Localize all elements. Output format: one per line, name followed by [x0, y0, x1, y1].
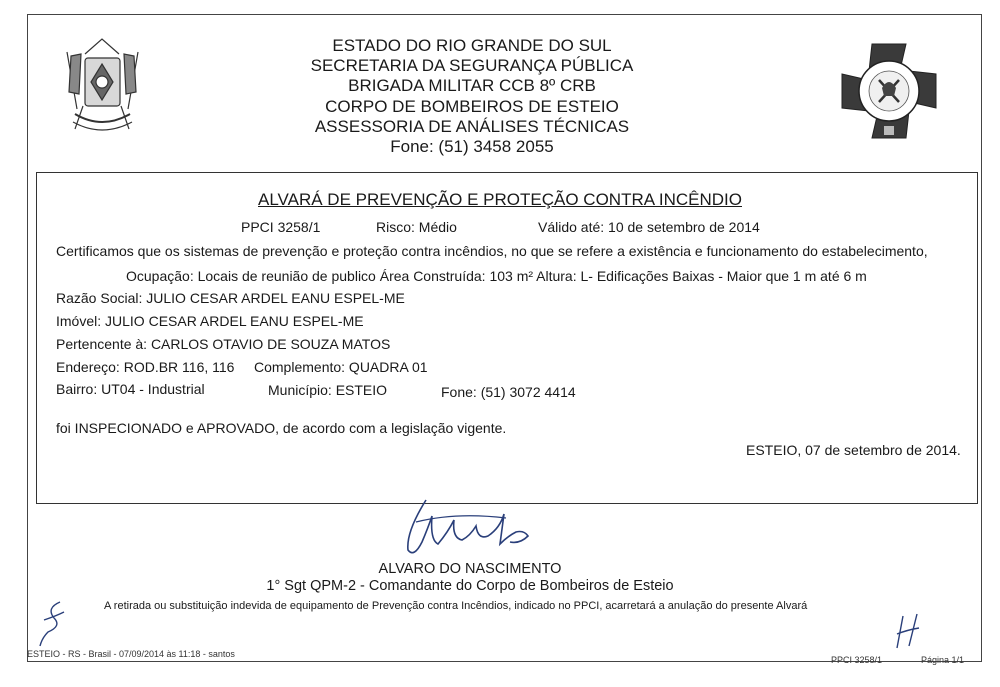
- certification-statement: Certificamos que os sistemas de prevenção e proteção contra incêndios, no que se refere a existência e funcionamento do estabelecimento,: [56, 243, 928, 259]
- risk-level: Risco: Médio: [376, 219, 457, 235]
- header-line-fire-department: CORPO DE BOMBEIROS DE ESTEIO: [325, 96, 619, 116]
- certificate-title: ALVARÁ DE PREVENÇÃO E PROTEÇÃO CONTRA INCÊNDIO: [258, 190, 742, 209]
- occupancy-details: Ocupação: Locais de reunião de publico Área Construída: 103 m² Altura: L- Edificações Baixas - Maior que 1 m até 6 m: [126, 268, 867, 284]
- signatory-name: ALVARO DO NASCIMENTO: [378, 561, 562, 577]
- margin-initials-right: [893, 612, 923, 652]
- footer-origin: ESTEIO - RS - Brasil - 07/09/2014 às 11:18 - santos: [27, 649, 235, 659]
- signatory-role: 1° Sgt QPM-2 - Comandante do Corpo de Bombeiros de Esteio: [266, 578, 674, 594]
- address: Endereço: ROD.BR 116, 116: [56, 359, 235, 375]
- valid-until: Válido até: 10 de setembro de 2014: [538, 219, 760, 235]
- place-and-date: ESTEIO, 07 de setembro de 2014.: [746, 442, 961, 458]
- legal-warning: A retirada ou substituição indevida de equipamento de Prevenção contra Incêndios, indicado no PPCI, acarretará a anulação do presente Alvará: [104, 600, 808, 612]
- address-complement: Complemento: QUADRA 01: [254, 359, 428, 375]
- margin-initials-left: [36, 598, 70, 648]
- header-line-military-brigade: BRIGADA MILITAR CCB 8º CRB: [348, 76, 596, 96]
- phone: Fone: (51) 3072 4414: [441, 384, 576, 400]
- property-name: Imóvel: JULIO CESAR ARDEL EANU ESPEL-ME: [56, 313, 364, 329]
- district: Bairro: UT04 - Industrial: [56, 381, 205, 397]
- header-line-state: ESTADO DO RIO GRANDE DO SUL: [332, 36, 612, 55]
- header-line-phone: Fone: (51) 3458 2055: [390, 137, 554, 157]
- footer-page-number: Página 1/1: [921, 655, 965, 665]
- approval-statement: foi INSPECIONADO e APROVADO, de acordo com a legislação vigente.: [56, 420, 507, 436]
- property-owner: Pertencente à: CARLOS OTAVIO DE SOUZA MATOS: [56, 336, 391, 352]
- ppci-number: PPCI 3258/1: [241, 219, 321, 235]
- footer-ppci: PPCI 3258/1: [831, 655, 883, 665]
- header-line-secretariat: SECRETARIA DA SEGURANÇA PÚBLICA: [310, 56, 634, 76]
- municipality: Município: ESTEIO: [268, 382, 388, 398]
- institution-header: [0, 36, 944, 157]
- fire-brigade-emblem-logo: [838, 40, 940, 142]
- handwritten-signature: [396, 492, 536, 562]
- company-name: Razão Social: JULIO CESAR ARDEL EANU ESPEL-ME: [56, 290, 405, 306]
- header-line-technical-analysis: ASSESSORIA DE ANÁLISES TÉCNICAS: [314, 116, 630, 136]
